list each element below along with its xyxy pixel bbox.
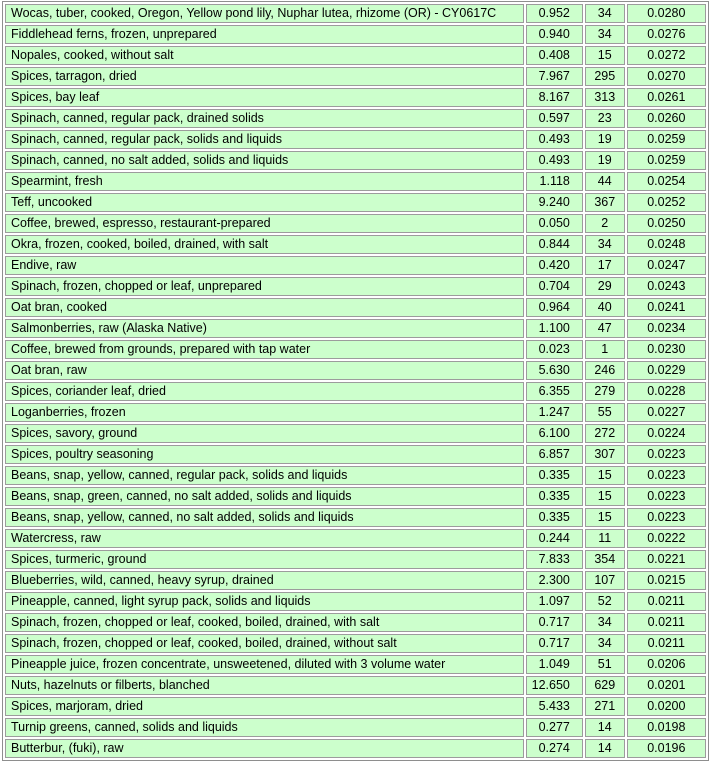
value-cell: 0.844 [526, 235, 583, 254]
amount-cell: 307 [585, 445, 625, 464]
table-row [5, 361, 706, 380]
ratio-cell: 0.0248 [627, 235, 706, 254]
amount-cell: 19 [585, 130, 625, 149]
food-name-cell: Spices, marjoram, dried [5, 697, 524, 716]
value-cell: 1.097 [526, 592, 583, 611]
table-row [5, 739, 706, 758]
amount-cell: 2 [585, 214, 625, 233]
value-cell: 0.597 [526, 109, 583, 128]
food-name-cell: Spinach, canned, regular pack, solids and liquids [5, 130, 524, 149]
value-cell: 0.050 [526, 214, 583, 233]
value-cell: 0.274 [526, 739, 583, 758]
food-name-cell: Pineapple juice, frozen concentrate, unsweetened, diluted with 3 volume water [5, 655, 524, 674]
value-cell: 9.240 [526, 193, 583, 212]
ratio-cell: 0.0272 [627, 46, 706, 65]
amount-cell: 1 [585, 340, 625, 359]
ratio-cell: 0.0254 [627, 172, 706, 191]
value-cell: 1.049 [526, 655, 583, 674]
food-name-cell: Nuts, hazelnuts or filberts, blanched [5, 676, 524, 695]
ratio-cell: 0.0200 [627, 697, 706, 716]
amount-cell: 19 [585, 151, 625, 170]
amount-cell: 107 [585, 571, 625, 590]
ratio-cell: 0.0228 [627, 382, 706, 401]
table-row [5, 67, 706, 86]
value-cell: 5.630 [526, 361, 583, 380]
ratio-cell: 0.0230 [627, 340, 706, 359]
table-row [5, 550, 706, 569]
table-row [5, 655, 706, 674]
amount-cell: 34 [585, 235, 625, 254]
ratio-cell: 0.0261 [627, 88, 706, 107]
food-name-cell: Butterbur, (fuki), raw [5, 739, 524, 758]
table-row [5, 4, 706, 23]
table-row [5, 613, 706, 632]
food-name-cell: Spices, coriander leaf, dried [5, 382, 524, 401]
amount-cell: 11 [585, 529, 625, 548]
value-cell: 0.335 [526, 487, 583, 506]
ratio-cell: 0.0215 [627, 571, 706, 590]
table-row [5, 487, 706, 506]
amount-cell: 40 [585, 298, 625, 317]
ratio-cell: 0.0252 [627, 193, 706, 212]
ratio-cell: 0.0222 [627, 529, 706, 548]
amount-cell: 295 [585, 67, 625, 86]
amount-cell: 14 [585, 718, 625, 737]
ratio-cell: 0.0247 [627, 256, 706, 275]
food-nutrient-table [2, 1, 709, 761]
food-name-cell: Okra, frozen, cooked, boiled, drained, with salt [5, 235, 524, 254]
food-name-cell: Nopales, cooked, without salt [5, 46, 524, 65]
table-row [5, 382, 706, 401]
food-name-cell: Spices, savory, ground [5, 424, 524, 443]
value-cell: 0.952 [526, 4, 583, 23]
food-name-cell: Spinach, frozen, chopped or leaf, cooked, boiled, drained, without salt [5, 634, 524, 653]
table-row [5, 466, 706, 485]
ratio-cell: 0.0223 [627, 508, 706, 527]
amount-cell: 272 [585, 424, 625, 443]
ratio-cell: 0.0221 [627, 550, 706, 569]
table-body [5, 4, 706, 758]
amount-cell: 14 [585, 739, 625, 758]
value-cell: 1.118 [526, 172, 583, 191]
food-name-cell: Spices, poultry seasoning [5, 445, 524, 464]
amount-cell: 29 [585, 277, 625, 296]
food-name-cell: Spearmint, fresh [5, 172, 524, 191]
amount-cell: 15 [585, 46, 625, 65]
value-cell: 2.300 [526, 571, 583, 590]
food-name-cell: Oat bran, cooked [5, 298, 524, 317]
amount-cell: 23 [585, 109, 625, 128]
table-row [5, 151, 706, 170]
amount-cell: 313 [585, 88, 625, 107]
amount-cell: 15 [585, 487, 625, 506]
table-row [5, 46, 706, 65]
food-name-cell: Spinach, frozen, chopped or leaf, unprepared [5, 277, 524, 296]
food-name-cell: Coffee, brewed, espresso, restaurant-prepared [5, 214, 524, 233]
ratio-cell: 0.0206 [627, 655, 706, 674]
value-cell: 0.420 [526, 256, 583, 275]
amount-cell: 34 [585, 634, 625, 653]
ratio-cell: 0.0223 [627, 487, 706, 506]
food-name-cell: Endive, raw [5, 256, 524, 275]
table-row [5, 403, 706, 422]
food-name-cell: Spices, bay leaf [5, 88, 524, 107]
amount-cell: 279 [585, 382, 625, 401]
ratio-cell: 0.0211 [627, 613, 706, 632]
table-row [5, 109, 706, 128]
ratio-cell: 0.0259 [627, 151, 706, 170]
ratio-cell: 0.0198 [627, 718, 706, 737]
table-row [5, 424, 706, 443]
value-cell: 0.023 [526, 340, 583, 359]
value-cell: 7.967 [526, 67, 583, 86]
value-cell: 5.433 [526, 697, 583, 716]
ratio-cell: 0.0211 [627, 592, 706, 611]
table-row [5, 529, 706, 548]
amount-cell: 246 [585, 361, 625, 380]
value-cell: 0.493 [526, 151, 583, 170]
ratio-cell: 0.0276 [627, 25, 706, 44]
value-cell: 1.247 [526, 403, 583, 422]
food-name-cell: Salmonberries, raw (Alaska Native) [5, 319, 524, 338]
amount-cell: 47 [585, 319, 625, 338]
ratio-cell: 0.0260 [627, 109, 706, 128]
ratio-cell: 0.0211 [627, 634, 706, 653]
amount-cell: 15 [585, 466, 625, 485]
table-row [5, 298, 706, 317]
food-name-cell: Spinach, canned, no salt added, solids and liquids [5, 151, 524, 170]
value-cell: 6.100 [526, 424, 583, 443]
food-name-cell: Spices, tarragon, dried [5, 67, 524, 86]
ratio-cell: 0.0196 [627, 739, 706, 758]
value-cell: 0.244 [526, 529, 583, 548]
table-row [5, 676, 706, 695]
amount-cell: 34 [585, 25, 625, 44]
amount-cell: 367 [585, 193, 625, 212]
table-row [5, 214, 706, 233]
value-cell: 6.857 [526, 445, 583, 464]
ratio-cell: 0.0201 [627, 676, 706, 695]
ratio-cell: 0.0229 [627, 361, 706, 380]
food-name-cell: Loganberries, frozen [5, 403, 524, 422]
amount-cell: 34 [585, 4, 625, 23]
amount-cell: 271 [585, 697, 625, 716]
amount-cell: 34 [585, 613, 625, 632]
value-cell: 0.335 [526, 508, 583, 527]
food-name-cell: Teff, uncooked [5, 193, 524, 212]
table-row [5, 235, 706, 254]
ratio-cell: 0.0241 [627, 298, 706, 317]
ratio-cell: 0.0227 [627, 403, 706, 422]
amount-cell: 44 [585, 172, 625, 191]
food-name-cell: Beans, snap, green, canned, no salt added, solids and liquids [5, 487, 524, 506]
table-row [5, 718, 706, 737]
amount-cell: 629 [585, 676, 625, 695]
value-cell: 8.167 [526, 88, 583, 107]
table-row [5, 445, 706, 464]
table-row [5, 634, 706, 653]
table-row [5, 25, 706, 44]
food-name-cell: Turnip greens, canned, solids and liquids [5, 718, 524, 737]
food-name-cell: Spinach, canned, regular pack, drained solids [5, 109, 524, 128]
table-row [5, 340, 706, 359]
food-name-cell: Oat bran, raw [5, 361, 524, 380]
value-cell: 0.335 [526, 466, 583, 485]
food-name-cell: Spices, turmeric, ground [5, 550, 524, 569]
table-row [5, 256, 706, 275]
table-row [5, 592, 706, 611]
value-cell: 1.100 [526, 319, 583, 338]
value-cell: 0.704 [526, 277, 583, 296]
amount-cell: 354 [585, 550, 625, 569]
table-row [5, 697, 706, 716]
food-name-cell: Pineapple, canned, light syrup pack, solids and liquids [5, 592, 524, 611]
value-cell: 0.940 [526, 25, 583, 44]
food-name-cell: Fiddlehead ferns, frozen, unprepared [5, 25, 524, 44]
table-row [5, 277, 706, 296]
ratio-cell: 0.0243 [627, 277, 706, 296]
ratio-cell: 0.0223 [627, 445, 706, 464]
value-cell: 7.833 [526, 550, 583, 569]
ratio-cell: 0.0259 [627, 130, 706, 149]
value-cell: 0.408 [526, 46, 583, 65]
ratio-cell: 0.0234 [627, 319, 706, 338]
value-cell: 0.277 [526, 718, 583, 737]
food-name-cell: Coffee, brewed from grounds, prepared with tap water [5, 340, 524, 359]
food-name-cell: Blueberries, wild, canned, heavy syrup, drained [5, 571, 524, 590]
food-name-cell: Beans, snap, yellow, canned, regular pack, solids and liquids [5, 466, 524, 485]
ratio-cell: 0.0224 [627, 424, 706, 443]
food-name-cell: Wocas, tuber, cooked, Oregon, Yellow pond lily, Nuphar lutea, rhizome (OR) - CY0617C [5, 4, 524, 23]
amount-cell: 55 [585, 403, 625, 422]
ratio-cell: 0.0223 [627, 466, 706, 485]
table-row [5, 508, 706, 527]
table-row [5, 193, 706, 212]
food-name-cell: Beans, snap, yellow, canned, no salt added, solids and liquids [5, 508, 524, 527]
food-name-cell: Spinach, frozen, chopped or leaf, cooked, boiled, drained, with salt [5, 613, 524, 632]
table-row [5, 571, 706, 590]
value-cell: 0.717 [526, 613, 583, 632]
value-cell: 6.355 [526, 382, 583, 401]
table-row [5, 319, 706, 338]
value-cell: 0.717 [526, 634, 583, 653]
amount-cell: 15 [585, 508, 625, 527]
value-cell: 0.493 [526, 130, 583, 149]
value-cell: 0.964 [526, 298, 583, 317]
ratio-cell: 0.0280 [627, 4, 706, 23]
food-name-cell: Watercress, raw [5, 529, 524, 548]
table-row [5, 172, 706, 191]
ratio-cell: 0.0270 [627, 67, 706, 86]
ratio-cell: 0.0250 [627, 214, 706, 233]
amount-cell: 51 [585, 655, 625, 674]
table-row [5, 88, 706, 107]
value-cell: 12.650 [526, 676, 583, 695]
table-row [5, 130, 706, 149]
amount-cell: 17 [585, 256, 625, 275]
amount-cell: 52 [585, 592, 625, 611]
